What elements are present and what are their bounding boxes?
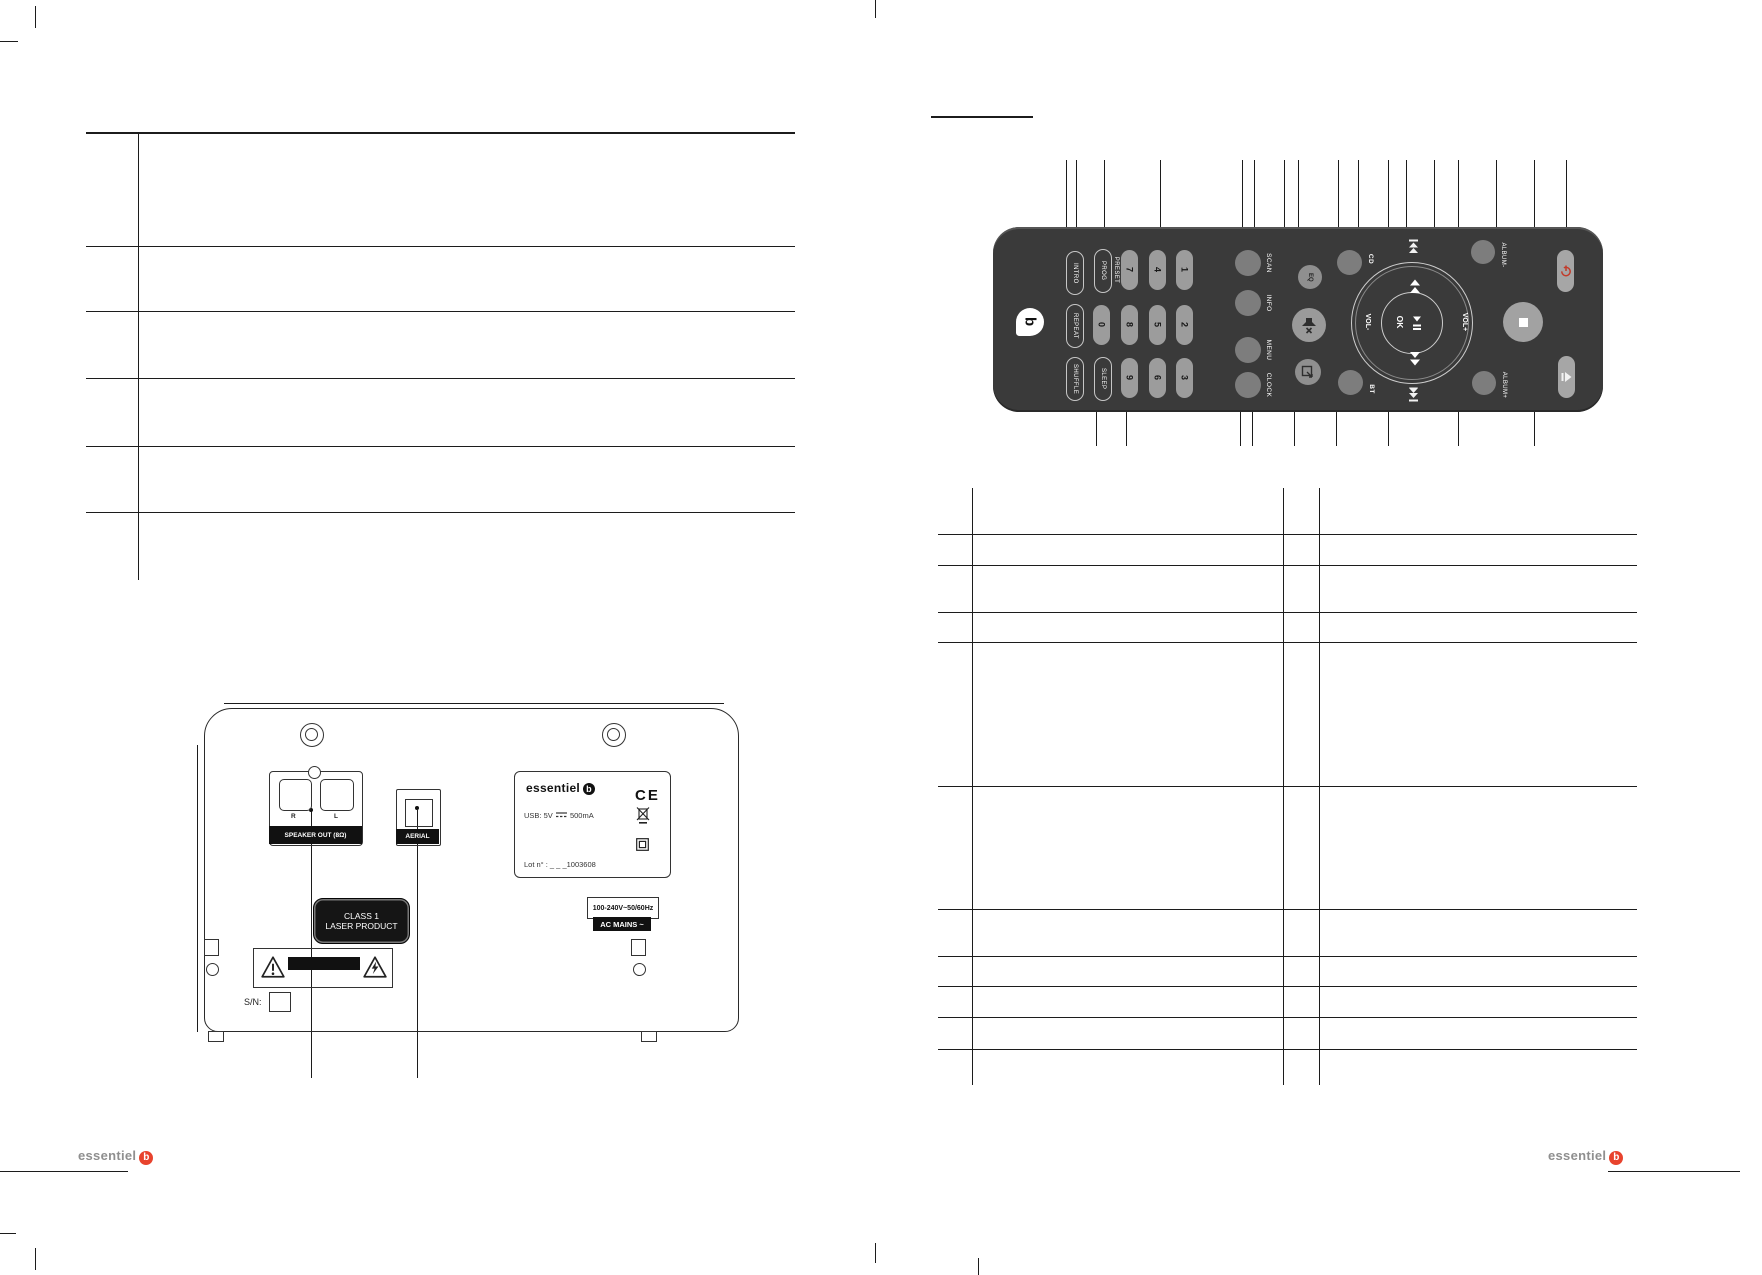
weee-icon bbox=[636, 807, 650, 824]
panel-details-line bbox=[197, 745, 198, 1032]
keyhole-hole bbox=[206, 963, 219, 976]
lot-number: Lot n° : _ _ _1003608 bbox=[524, 860, 596, 869]
intro-button: INTRO bbox=[1066, 251, 1084, 295]
album-plus-label: ALBUM+ bbox=[1501, 371, 1507, 399]
panel-foot bbox=[641, 1031, 657, 1042]
class2-icon bbox=[636, 838, 649, 851]
speaker-out-block bbox=[269, 771, 363, 846]
album-minus-label: ALBUM- bbox=[1500, 242, 1506, 268]
footer-logo-left bbox=[78, 1148, 153, 1165]
source-icon bbox=[1300, 364, 1316, 380]
mute-icon bbox=[1299, 315, 1319, 335]
speaker-jack-r bbox=[279, 779, 312, 811]
speaker-l-label: L bbox=[334, 813, 338, 820]
left-table-line bbox=[86, 446, 795, 447]
speaker-r-label: R bbox=[291, 813, 296, 820]
clock-label: CLOCK bbox=[1265, 372, 1272, 398]
footer-logo-right bbox=[1548, 1148, 1623, 1165]
menu-label: MENU bbox=[1265, 339, 1272, 361]
album-plus-button bbox=[1472, 371, 1496, 395]
preset-label: PRESET bbox=[1113, 256, 1119, 284]
right-table-line bbox=[938, 1049, 1637, 1050]
stop-button bbox=[1503, 302, 1543, 342]
remote-control-figure bbox=[993, 227, 1603, 412]
warning-strip bbox=[253, 948, 393, 988]
eject-button bbox=[1558, 356, 1575, 398]
scan-button bbox=[1235, 250, 1261, 276]
laser-label bbox=[313, 898, 410, 944]
vol-minus-label: VOL- bbox=[1364, 313, 1371, 331]
key-5: 5 bbox=[1149, 305, 1166, 345]
keyhole-hole bbox=[633, 963, 646, 976]
eq-label: EQ bbox=[1307, 272, 1313, 282]
eject-icon bbox=[1561, 371, 1572, 383]
brand-b-icon: b bbox=[583, 783, 595, 795]
crop-marks-line bbox=[0, 41, 18, 42]
power-button bbox=[1557, 250, 1574, 292]
remote-brand-b: b bbox=[1021, 317, 1039, 327]
crop-marks-line bbox=[875, 0, 876, 18]
source-button bbox=[1295, 359, 1321, 385]
ac-rating-label: 100-240V~50/60Hz bbox=[592, 904, 654, 912]
right-table-line bbox=[938, 1017, 1637, 1018]
stop-icon bbox=[1519, 318, 1528, 327]
right-table-line bbox=[938, 909, 1637, 910]
mute-button bbox=[1292, 308, 1326, 342]
cd-label: CD bbox=[1367, 253, 1374, 265]
right-table-line bbox=[938, 956, 1637, 957]
crop-marks-line bbox=[978, 1258, 979, 1275]
ac-mains-label: AC MAINS ~ bbox=[593, 917, 651, 931]
bt-button bbox=[1338, 370, 1363, 395]
crop-marks-line bbox=[0, 1233, 16, 1234]
panel-foot bbox=[208, 1031, 224, 1042]
left-table-line bbox=[86, 378, 795, 379]
footer-rules-line bbox=[0, 1171, 128, 1172]
screw-icon bbox=[607, 728, 620, 741]
footer-brand-b-icon: b bbox=[1609, 1151, 1623, 1165]
keyhole-slot bbox=[204, 939, 219, 956]
brand-logo: essentiel b bbox=[526, 781, 595, 795]
key-2: 2 bbox=[1176, 305, 1193, 345]
fast-forward-icon bbox=[1409, 350, 1421, 366]
crop-marks-line bbox=[875, 1243, 876, 1263]
left-table-line bbox=[86, 512, 795, 513]
right-table-line bbox=[938, 612, 1637, 613]
info-label: INFO bbox=[1265, 294, 1272, 312]
prog-button: PROG bbox=[1094, 249, 1112, 293]
aerial-jack bbox=[405, 799, 433, 827]
serial-label: S/N: bbox=[244, 997, 262, 1007]
aerial-label: AERIAL bbox=[396, 829, 439, 844]
left-table-line bbox=[86, 132, 795, 134]
info-button bbox=[1235, 290, 1261, 316]
left-table-line bbox=[86, 246, 795, 247]
right-table-line bbox=[972, 488, 973, 1085]
right-table-line bbox=[1283, 488, 1284, 1085]
key-0: 0 bbox=[1093, 305, 1110, 345]
menu-button bbox=[1235, 337, 1261, 363]
back-panel-diagram bbox=[204, 708, 739, 1032]
speaker-jack-l bbox=[320, 779, 354, 811]
panel-details-line bbox=[224, 703, 724, 704]
warning-icon bbox=[260, 955, 286, 979]
rewind-icon bbox=[1409, 279, 1421, 295]
key-8: 8 bbox=[1121, 305, 1138, 345]
warning-text-bar bbox=[288, 957, 360, 970]
key-9: 9 bbox=[1121, 358, 1138, 398]
key-6: 6 bbox=[1149, 358, 1166, 398]
footer-brand-text: essentiel bbox=[1548, 1148, 1607, 1163]
serial-box bbox=[269, 992, 291, 1012]
key-1: 1 bbox=[1176, 250, 1193, 290]
scan-label: SCAN bbox=[1265, 253, 1272, 273]
dc-icon bbox=[556, 812, 567, 818]
ac-rating-box bbox=[587, 897, 659, 919]
skip-previous-icon bbox=[1407, 239, 1420, 254]
bt-label: BT bbox=[1368, 384, 1375, 394]
right-table-line bbox=[938, 565, 1637, 566]
right-table-line bbox=[938, 786, 1637, 787]
footer-rules-line bbox=[1608, 1171, 1740, 1172]
power-icon bbox=[1560, 265, 1572, 277]
footer-brand-text: essentiel bbox=[78, 1148, 137, 1163]
laser-label-line1: CLASS 1 bbox=[344, 911, 379, 921]
ce-mark: CE bbox=[635, 787, 660, 804]
key-7: 7 bbox=[1121, 250, 1138, 290]
rating-label bbox=[514, 771, 671, 878]
crop-marks-line bbox=[35, 1248, 36, 1270]
sleep-button: SLEEP bbox=[1094, 357, 1112, 401]
right-table-line bbox=[1319, 488, 1320, 1085]
keyhole-slot bbox=[631, 939, 646, 956]
laser-label-line2: LASER PRODUCT bbox=[325, 921, 398, 931]
key-3: 3 bbox=[1176, 358, 1193, 398]
usb-rating: USB: 5V 500mA bbox=[524, 811, 594, 820]
speaker-out-label: SPEAKER OUT (8Ω) bbox=[269, 826, 362, 844]
heading-rule-line bbox=[931, 116, 1033, 118]
right-table-line bbox=[938, 534, 1637, 535]
key-4: 4 bbox=[1149, 250, 1166, 290]
lightning-icon bbox=[362, 955, 388, 979]
aerial-block bbox=[396, 789, 441, 846]
repeat-button: REPEAT bbox=[1066, 304, 1084, 348]
cd-button bbox=[1337, 250, 1362, 275]
footer-brand-b-icon: b bbox=[139, 1151, 153, 1165]
crop-marks-line bbox=[35, 6, 36, 28]
play-pause-icon bbox=[1412, 316, 1422, 331]
left-table-line bbox=[86, 311, 795, 312]
right-table-line bbox=[938, 986, 1637, 987]
clock-button bbox=[1235, 372, 1261, 398]
remote-brand-logo bbox=[1016, 308, 1044, 336]
speaker-hole-icon bbox=[308, 766, 321, 779]
left-table-line bbox=[138, 132, 139, 580]
ok-label: OK bbox=[1395, 315, 1405, 329]
screw-icon bbox=[305, 728, 318, 741]
eq-button bbox=[1298, 265, 1322, 289]
right-table-line bbox=[938, 642, 1637, 643]
shuffle-button: SHUFFLE bbox=[1066, 357, 1084, 401]
skip-next-icon bbox=[1407, 387, 1420, 402]
vol-plus-label: VOL+ bbox=[1461, 312, 1468, 332]
album-minus-button bbox=[1471, 240, 1495, 264]
